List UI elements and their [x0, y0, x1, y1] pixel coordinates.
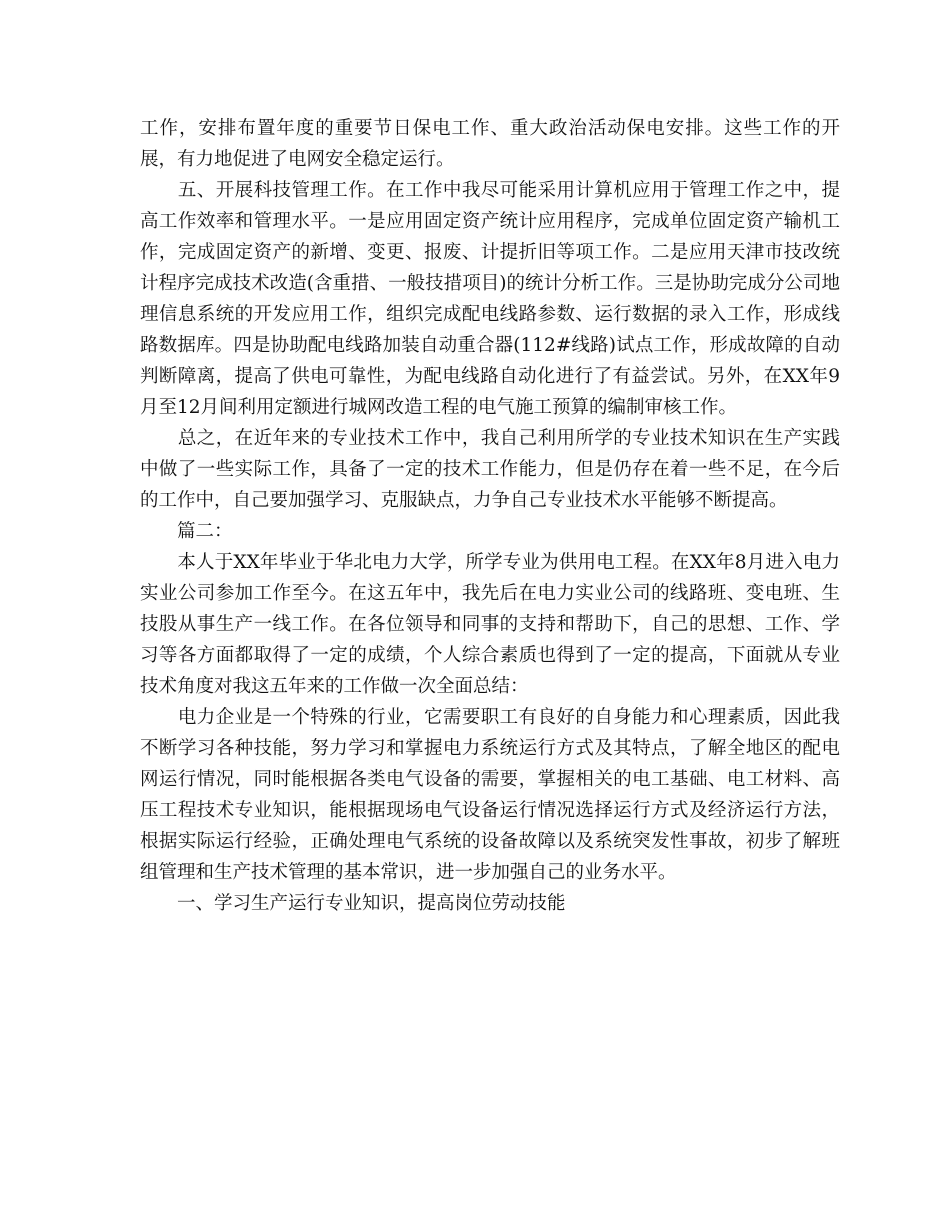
- paragraph-introduction: 本人于XX年毕业于华北电力大学，所学专业为供用电工程。在XX年8月进入电力实业公司参加工作至今。在这五年中，我先后在电力实业公司的线路班、变电班、生技股从事生产一线工作。在各位领导和同事的支持和帮助下，自己的思想、工作、学习等各方面都取得了一定的成绩，个人综合素质也得到了一定的提高，下面就从专业技术角度对我这五年来的工作做一次全面总结：: [140, 552, 840, 697]
- document-body: [140, 113, 840, 919]
- paragraph-work-continuation: 工作，安排布置年度的重要节日保电工作、重大政治活动保电安排。这些工作的开展，有力地促进了电网安全稳定运行。: [140, 118, 840, 170]
- paragraph-power-industry: 电力企业是一个特殊的行业，它需要职工有良好的自身能力和心理素质，因此我不断学习各种技能，努力学习和掌握电力系统运行方式及其特点，了解全地区的配电网运行情况，同时能根据各类电气设备的需要，掌握相关的电工基础、电工材料、高压工程技术专业知识，能根据现场电气设备运行情况选择运行方式及经济运行方法，根据实际运行经验，正确处理电气系统的设备故障以及系统突发性事故，初步了解班组管理和生产技术管理的基本常识，进一步加强自己的业务水平。: [140, 707, 840, 883]
- paragraph-summary: 总之，在近年来的专业技术工作中，我自己利用所学的专业技术知识在生产实践中做了一些实际工作，具备了一定的技术工作能力，但是仍存在着一些不足，在今后的工作中，自己要加强学习、克服缺点，力争自己专业技术水平能够不断提高。: [140, 428, 840, 511]
- section-heading-skills: 一、学习生产运行专业知识，提高岗位劳动技能: [140, 893, 566, 914]
- section-heading-part-two: 篇二：: [140, 521, 233, 542]
- paragraph-tech-management: 五、开展科技管理工作。在工作中我尽可能采用计算机应用于管理工作之中，提高工作效率和管理水平。一是应用固定资产统计应用程序，完成单位固定资产输机工作，完成固定资产的新增、变更、报废、计提折旧等项工作。二是应用天津市技改统计程序完成技术改造(含重措、一般技措项目)的统计分析工作。三是协助完成分公司地理信息系统的开发应用工作，组织完成配电线路参数、运行数据的录入工作，形成线路数据库。四是协助配电线路加装自动重合器(112#线路)试点工作，形成故障的自动判断障离，提高了供电可靠性，为配电线路自动化进行了有益尝试。另外，在XX年9月至12月间利用定额进行城网改造工程的电气施工预算的编制审核工作。: [140, 180, 840, 418]
